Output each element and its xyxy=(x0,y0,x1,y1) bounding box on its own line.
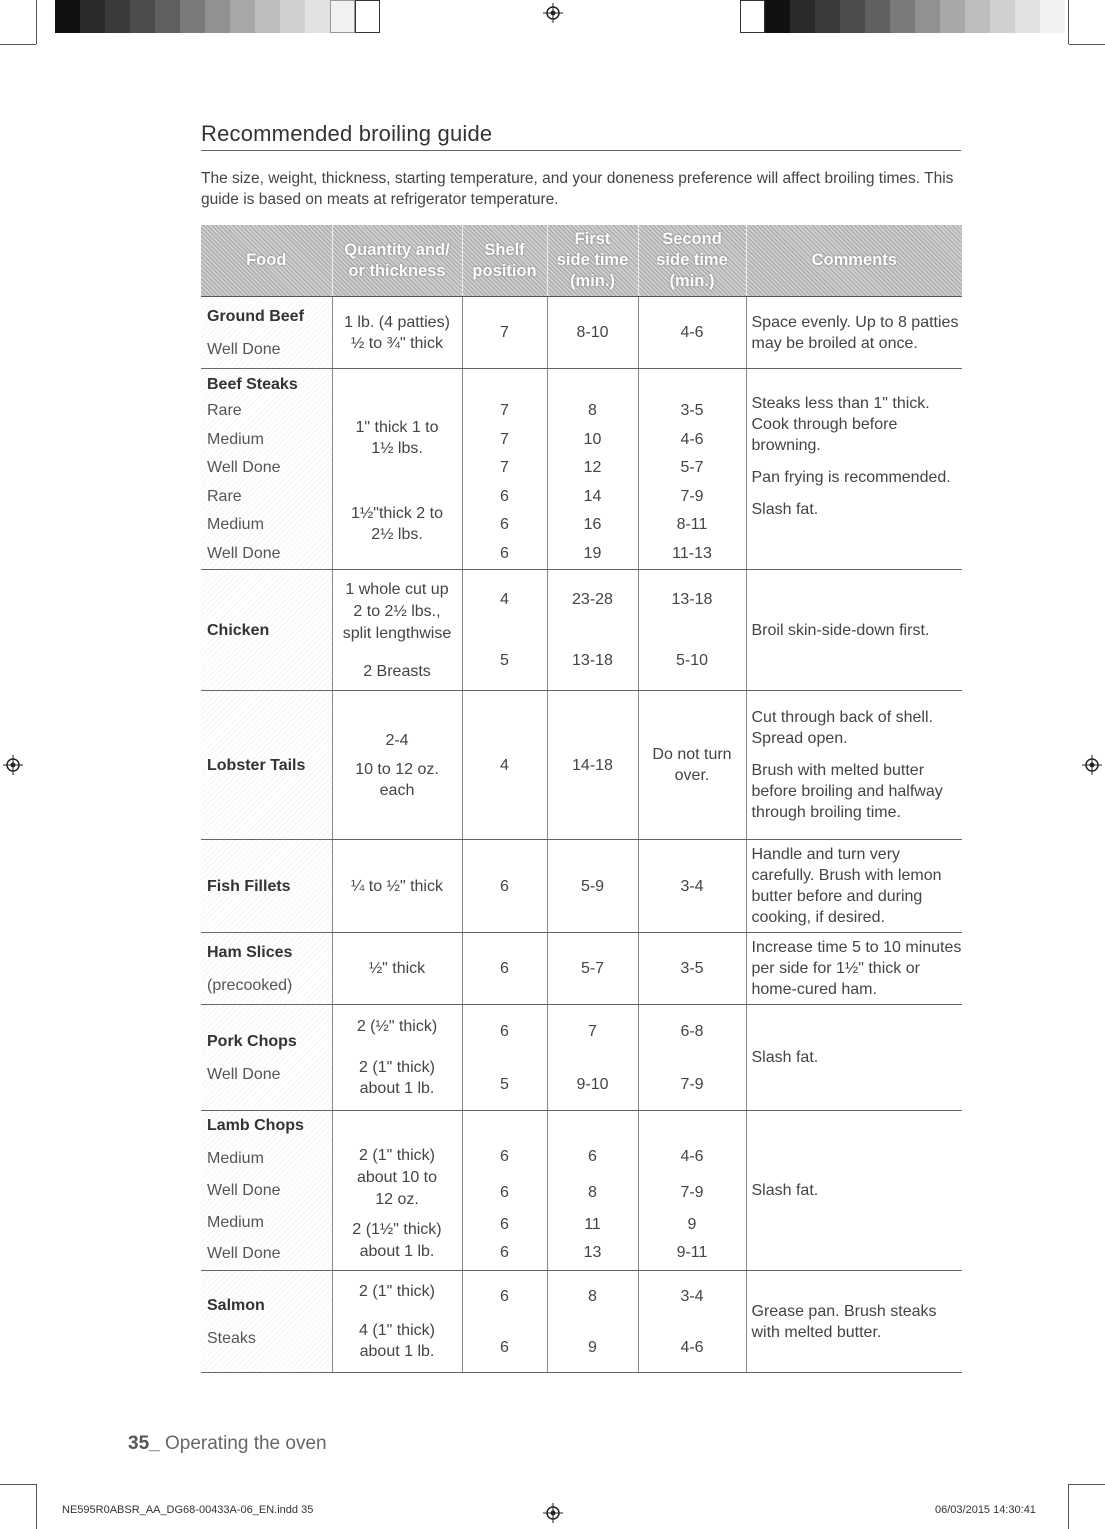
second-side-cell: Do not turn over. xyxy=(638,691,746,840)
shelf-cell: 6 xyxy=(462,840,547,933)
food-name: Chicken xyxy=(207,621,270,639)
comments-cell: Steaks less than 1" thick. Cook through before browning. Pan frying is recommended. Slash fat. xyxy=(746,369,962,570)
doneness-label: Well Done xyxy=(207,544,281,562)
doneness-label: Well Done xyxy=(207,1245,281,1262)
page-number: 35_ xyxy=(128,1433,160,1454)
food-cell xyxy=(201,369,332,570)
shelf-cell: 6 xyxy=(462,933,547,1005)
header-quantity: Quantity and/ or thickness xyxy=(332,225,462,297)
first-side-cell: 14-18 xyxy=(547,691,638,840)
quantity-cell: 1 lb. (4 patties) ½ to ¾" thick xyxy=(332,297,462,369)
registration-target-icon xyxy=(543,3,563,23)
table-row xyxy=(201,840,962,933)
section-name: Operating the oven xyxy=(164,1433,327,1454)
table-row xyxy=(201,1005,962,1111)
header-food: Food xyxy=(201,225,332,297)
crop-mark xyxy=(36,1484,37,1529)
file-slug: NE595R0ABSR_AA_DG68-00433A-06_EN.indd 35 xyxy=(62,1504,314,1516)
crop-mark xyxy=(1069,44,1105,45)
doneness-label: Well Done xyxy=(207,340,281,358)
shelf-cell: 7 xyxy=(462,297,547,369)
crop-mark xyxy=(0,1484,36,1485)
food-cell xyxy=(201,933,332,1005)
quantity-cell: 2-4 10 to 12 oz. each xyxy=(332,691,462,840)
crop-mark xyxy=(36,0,37,44)
quantity-cell: ½" thick xyxy=(332,933,462,1005)
crop-mark xyxy=(0,44,36,45)
comments-cell: Broil skin-side-down first. xyxy=(746,570,962,691)
doneness-label: Steaks xyxy=(207,1329,256,1347)
doneness-label: Rare xyxy=(207,487,242,505)
table-row xyxy=(201,1111,962,1271)
table-row xyxy=(201,933,962,1005)
comments-cell: Increase time 5 to 10 minutes per side for 1½" thick or home-cured ham. xyxy=(746,933,962,1005)
second-side-cell: 3-5 xyxy=(638,933,746,1005)
food-name: Beef Steaks xyxy=(207,376,298,393)
header-comments: Comments xyxy=(746,225,962,297)
crop-mark xyxy=(1068,1484,1069,1529)
registration-target-icon xyxy=(1082,755,1102,775)
shelf-cell: 7 7 7 6 6 6 xyxy=(462,369,547,570)
food-name: Ground Beef xyxy=(207,307,304,325)
first-side-cell: 8 10 12 14 16 19 xyxy=(547,369,638,570)
title-divider xyxy=(201,150,961,151)
header-shelf: Shelf position xyxy=(462,225,547,297)
second-side-cell: 3-5 4-6 5-7 7-9 8-11 11-13 xyxy=(638,369,746,570)
shelf-cell: 6 5 xyxy=(462,1005,547,1111)
food-name: Ham Slices xyxy=(207,943,293,961)
table-row xyxy=(201,369,962,570)
food-name: Lobster Tails xyxy=(207,756,306,774)
crop-mark xyxy=(1068,0,1069,44)
quantity-cell: 2 (½" thick) 2 (1" thick) about 1 lb. xyxy=(332,1005,462,1111)
food-cell xyxy=(201,297,332,369)
doneness-label: Medium xyxy=(207,516,264,534)
food-cell xyxy=(201,840,332,933)
first-side-cell: 8 9 xyxy=(547,1271,638,1373)
food-cell xyxy=(201,691,332,840)
header-second-side: Second side time (min.) xyxy=(638,225,746,297)
table-row xyxy=(201,297,962,369)
food-cell xyxy=(201,1271,332,1373)
comments-cell: Slash fat. xyxy=(746,1111,962,1271)
doneness-label: (precooked) xyxy=(207,976,293,994)
food-name: Salmon xyxy=(207,1296,265,1314)
shelf-cell: 6 6 6 6 xyxy=(462,1111,547,1271)
registration-target-icon xyxy=(3,755,23,775)
doneness-label: Medium xyxy=(207,1150,264,1167)
comments-cell: Space evenly. Up to 8 patties may be broiled at once. xyxy=(746,297,962,369)
second-side-cell: 4-6 xyxy=(638,297,746,369)
second-side-cell: 3-4 xyxy=(638,840,746,933)
food-cell xyxy=(201,1111,332,1271)
page-footer xyxy=(128,1433,327,1455)
table-row xyxy=(201,1271,962,1373)
registration-bar-right xyxy=(740,0,1065,33)
second-side-cell: 4-6 7-9 9 9-11 xyxy=(638,1111,746,1271)
first-side-cell: 8-10 xyxy=(547,297,638,369)
quantity-cell: 1 whole cut up 2 to 2½ lbs., split lengthwise 2 Breasts xyxy=(332,570,462,691)
table-header-row xyxy=(201,225,962,297)
second-side-cell: 6-8 7-9 xyxy=(638,1005,746,1111)
comments-cell: Slash fat. xyxy=(746,1005,962,1111)
intro-paragraph: The size, weight, thickness, starting temperature, and your doneness preference will affect broiling times. This guide is based on meats at refrigerator temperature. xyxy=(201,170,954,208)
first-side-cell: 23-28 13-18 xyxy=(547,570,638,691)
table-row xyxy=(201,570,962,691)
doneness-label: Well Done xyxy=(207,1065,281,1083)
quantity-cell: 2 (1" thick) 4 (1" thick) about 1 lb. xyxy=(332,1271,462,1373)
registration-target-icon xyxy=(543,1503,563,1523)
crop-mark xyxy=(1069,1484,1105,1485)
second-side-cell: 13-18 5-10 xyxy=(638,570,746,691)
doneness-label: Medium xyxy=(207,1214,264,1231)
print-timestamp: 06/03/2015 14:30:41 xyxy=(935,1504,1036,1516)
second-side-cell: 3-4 4-6 xyxy=(638,1271,746,1373)
first-side-cell: 5-7 xyxy=(547,933,638,1005)
quantity-cell: ¼ to ½" thick xyxy=(332,840,462,933)
doneness-label: Well Done xyxy=(207,459,281,477)
registration-bar-left xyxy=(55,0,380,33)
comments-cell: Handle and turn very carefully. Brush with lemon butter before and during cooking, if desired. xyxy=(746,840,962,933)
quantity-cell: 1" thick 1 to 1½ lbs. 1½"thick 2 to 2½ lbs. xyxy=(332,369,462,570)
shelf-cell: 6 6 xyxy=(462,1271,547,1373)
food-name: Lamb Chops xyxy=(207,1117,304,1134)
shelf-cell: 4 5 xyxy=(462,570,547,691)
header-first-side: First side time (min.) xyxy=(547,225,638,297)
doneness-label: Medium xyxy=(207,430,264,448)
page-title: Recommended broiling guide xyxy=(201,121,493,146)
food-name: Pork Chops xyxy=(207,1032,297,1050)
quantity-cell: 2 (1" thick) about 10 to 12 oz. 2 (1½" thick) about 1 lb. xyxy=(332,1111,462,1271)
broiling-guide-table xyxy=(201,225,962,1373)
doneness-label: Rare xyxy=(207,402,242,419)
comments-cell: Grease pan. Brush steaks with melted butter. xyxy=(746,1271,962,1373)
table-row xyxy=(201,691,962,840)
first-side-cell: 6 8 11 13 xyxy=(547,1111,638,1271)
comments-cell: Cut through back of shell. Spread open. Brush with melted butter before broiling and halfway through broiling time. xyxy=(746,691,962,840)
food-cell xyxy=(201,570,332,691)
food-cell xyxy=(201,1005,332,1111)
first-side-cell: 7 9-10 xyxy=(547,1005,638,1111)
shelf-cell: 4 xyxy=(462,691,547,840)
first-side-cell: 5-9 xyxy=(547,840,638,933)
food-name: Fish Fillets xyxy=(207,877,291,895)
doneness-label: Well Done xyxy=(207,1182,281,1199)
